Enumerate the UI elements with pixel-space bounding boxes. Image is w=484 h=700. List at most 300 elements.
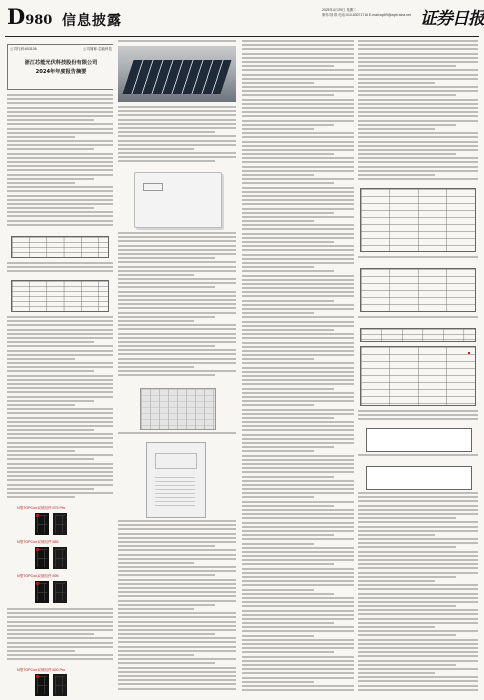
text-line bbox=[7, 658, 113, 660]
text-line bbox=[118, 625, 236, 627]
text-line bbox=[242, 409, 354, 411]
text-line bbox=[118, 612, 236, 614]
text-line bbox=[358, 517, 456, 519]
shareholder-table bbox=[360, 346, 476, 406]
text-line bbox=[358, 521, 478, 523]
text-line bbox=[242, 371, 354, 373]
inverter-photo bbox=[134, 172, 222, 228]
text-line bbox=[7, 203, 113, 205]
body-text bbox=[358, 256, 478, 264]
body-text bbox=[118, 232, 236, 382]
text-line bbox=[242, 630, 354, 632]
text-line bbox=[358, 44, 478, 46]
text-line bbox=[118, 337, 236, 339]
energy-storage-rack-photo bbox=[140, 388, 216, 430]
text-line bbox=[242, 375, 354, 377]
text-line bbox=[242, 417, 334, 419]
text-line bbox=[242, 233, 354, 235]
text-line bbox=[242, 258, 354, 260]
text-line bbox=[7, 337, 113, 339]
text-line bbox=[118, 257, 215, 259]
text-line bbox=[358, 174, 435, 176]
body-text bbox=[7, 94, 113, 230]
text-line bbox=[358, 90, 478, 92]
company-code: 公司代码:603105 bbox=[10, 47, 37, 51]
text-line bbox=[242, 224, 354, 226]
text-line bbox=[7, 107, 113, 109]
text-line bbox=[118, 545, 215, 547]
text-line bbox=[7, 207, 94, 209]
text-line bbox=[7, 396, 113, 398]
solar-panel-image bbox=[53, 513, 67, 535]
text-line bbox=[242, 94, 334, 96]
text-line bbox=[358, 526, 478, 528]
text-line bbox=[118, 591, 236, 593]
text-line bbox=[118, 654, 194, 656]
text-line bbox=[118, 119, 236, 121]
text-line bbox=[358, 580, 435, 582]
text-line bbox=[242, 161, 354, 163]
text-line bbox=[242, 128, 314, 130]
text-line bbox=[7, 391, 113, 393]
text-line bbox=[358, 454, 478, 456]
company-name: 浙江芯能光伏科技股份有限公司 bbox=[24, 60, 98, 66]
text-line bbox=[118, 432, 236, 434]
body-text bbox=[242, 40, 354, 696]
text-line bbox=[242, 593, 334, 595]
text-line bbox=[242, 639, 354, 641]
text-line bbox=[242, 467, 354, 469]
text-line bbox=[242, 626, 354, 628]
text-line bbox=[7, 350, 113, 352]
text-line bbox=[242, 438, 354, 440]
text-line bbox=[7, 471, 113, 473]
text-line bbox=[118, 299, 236, 301]
text-line bbox=[118, 616, 236, 618]
text-line bbox=[242, 346, 354, 348]
text-line bbox=[358, 509, 478, 511]
text-line bbox=[7, 329, 113, 331]
masthead bbox=[0, 0, 484, 36]
text-line bbox=[242, 635, 314, 637]
issue-date: 2025年4月29日 星期二 bbox=[322, 8, 357, 12]
text-line bbox=[242, 685, 354, 687]
text-line bbox=[7, 165, 113, 167]
text-line bbox=[242, 547, 354, 549]
text-line bbox=[118, 558, 236, 560]
text-line bbox=[7, 442, 113, 444]
financial-table bbox=[360, 188, 476, 252]
text-line bbox=[242, 182, 334, 184]
text-line bbox=[358, 157, 478, 159]
text-line bbox=[358, 496, 478, 498]
text-line bbox=[242, 212, 334, 214]
text-line bbox=[242, 266, 314, 268]
text-line bbox=[242, 543, 314, 545]
text-line bbox=[118, 579, 236, 581]
text-line bbox=[242, 166, 354, 168]
text-line bbox=[242, 618, 354, 620]
text-line bbox=[242, 304, 354, 306]
text-line bbox=[118, 156, 236, 158]
text-line bbox=[118, 152, 236, 154]
text-line bbox=[242, 136, 354, 138]
text-line bbox=[242, 505, 334, 507]
text-line bbox=[7, 621, 113, 623]
text-line bbox=[242, 124, 334, 126]
text-line bbox=[358, 546, 456, 548]
text-line bbox=[7, 608, 113, 610]
text-line bbox=[118, 349, 236, 351]
text-line bbox=[358, 588, 478, 590]
text-line bbox=[242, 463, 354, 465]
text-line bbox=[7, 642, 113, 644]
text-line bbox=[242, 287, 354, 289]
text-line bbox=[7, 467, 113, 469]
text-line bbox=[7, 266, 113, 268]
text-line bbox=[358, 115, 478, 117]
text-line bbox=[242, 53, 354, 55]
text-line bbox=[242, 65, 334, 67]
text-line bbox=[358, 668, 478, 670]
text-line bbox=[242, 57, 354, 59]
text-line bbox=[358, 563, 478, 565]
text-line bbox=[242, 279, 354, 281]
text-line bbox=[118, 286, 215, 288]
text-line bbox=[242, 61, 354, 63]
text-line bbox=[7, 123, 113, 125]
text-line bbox=[7, 454, 113, 456]
text-line bbox=[118, 641, 236, 643]
body-text bbox=[358, 316, 478, 324]
text-line bbox=[118, 291, 236, 293]
text-line bbox=[242, 434, 354, 436]
text-line bbox=[358, 82, 435, 84]
text-line bbox=[7, 366, 113, 368]
text-line bbox=[358, 584, 478, 586]
text-line bbox=[118, 312, 236, 314]
text-line bbox=[118, 683, 236, 685]
text-line bbox=[358, 609, 478, 611]
text-line bbox=[358, 542, 478, 544]
text-line bbox=[242, 208, 354, 210]
text-line bbox=[242, 538, 354, 540]
text-line bbox=[118, 114, 236, 116]
body-text bbox=[118, 40, 236, 44]
text-line bbox=[7, 625, 113, 627]
text-line bbox=[242, 362, 354, 364]
text-line bbox=[118, 353, 236, 355]
text-line bbox=[118, 131, 215, 133]
text-line bbox=[242, 459, 354, 461]
text-line bbox=[118, 667, 236, 669]
text-line bbox=[242, 120, 354, 122]
report-title: 2024年年度报告摘要 bbox=[35, 69, 87, 75]
text-line bbox=[118, 278, 236, 280]
text-line bbox=[118, 40, 236, 42]
text-line bbox=[7, 157, 113, 159]
text-line bbox=[358, 94, 456, 96]
text-line bbox=[358, 40, 478, 42]
text-line bbox=[7, 211, 113, 213]
data-table bbox=[11, 280, 109, 312]
text-line bbox=[242, 681, 314, 683]
text-line bbox=[118, 110, 236, 112]
text-line bbox=[7, 148, 94, 150]
text-line bbox=[242, 425, 354, 427]
page-number bbox=[7, 6, 52, 31]
text-line bbox=[358, 576, 456, 578]
text-line bbox=[7, 324, 113, 326]
solar-panel-image bbox=[53, 674, 67, 696]
text-line bbox=[242, 283, 354, 285]
text-line bbox=[7, 616, 113, 618]
text-line bbox=[242, 501, 354, 503]
text-line bbox=[358, 676, 478, 678]
solar-panel-image bbox=[53, 581, 67, 603]
text-line bbox=[118, 240, 236, 242]
text-line bbox=[118, 528, 236, 530]
ownership-diagram bbox=[366, 428, 472, 452]
text-line bbox=[242, 216, 354, 218]
text-line bbox=[7, 446, 113, 448]
figure-caption: N型TOPCon双玻组件 595 bbox=[17, 574, 59, 578]
text-line bbox=[7, 633, 94, 635]
text-line bbox=[7, 646, 113, 648]
text-line bbox=[358, 559, 478, 561]
text-line bbox=[7, 412, 113, 414]
body-text bbox=[358, 40, 478, 184]
text-line bbox=[7, 437, 113, 439]
text-line bbox=[7, 220, 113, 222]
text-line bbox=[118, 307, 236, 309]
text-line bbox=[242, 651, 334, 653]
text-line bbox=[242, 141, 354, 143]
body-text bbox=[7, 262, 113, 276]
text-line bbox=[242, 555, 354, 557]
text-line bbox=[7, 111, 113, 113]
text-line bbox=[118, 328, 236, 330]
text-line bbox=[7, 417, 113, 419]
report-title-box bbox=[7, 44, 113, 90]
text-line bbox=[118, 671, 236, 673]
text-line bbox=[118, 253, 236, 255]
rooftop-solar-photo bbox=[118, 46, 236, 102]
text-line bbox=[7, 354, 113, 356]
text-line bbox=[242, 203, 354, 205]
text-line bbox=[7, 190, 113, 192]
text-line bbox=[242, 446, 334, 448]
text-line bbox=[242, 689, 354, 691]
text-line bbox=[7, 174, 113, 176]
text-line bbox=[118, 574, 215, 576]
text-line bbox=[358, 538, 478, 540]
page-number-digits: 980 bbox=[25, 13, 53, 28]
text-line bbox=[358, 153, 456, 155]
text-line bbox=[7, 492, 113, 494]
text-line bbox=[242, 534, 334, 536]
page-letter: D bbox=[7, 4, 26, 29]
text-line bbox=[242, 325, 354, 327]
text-line bbox=[7, 270, 113, 272]
solar-panel-image bbox=[35, 581, 49, 603]
text-line bbox=[118, 282, 236, 284]
text-line bbox=[242, 664, 354, 666]
text-line bbox=[7, 316, 113, 318]
text-line bbox=[118, 608, 194, 610]
text-line bbox=[242, 178, 354, 180]
text-line bbox=[118, 600, 236, 602]
text-line bbox=[242, 643, 354, 645]
text-line bbox=[118, 629, 236, 631]
text-line bbox=[118, 295, 236, 297]
text-line bbox=[242, 99, 354, 101]
text-line bbox=[358, 145, 478, 147]
text-line bbox=[358, 111, 478, 113]
text-line bbox=[358, 136, 478, 138]
text-line bbox=[358, 86, 478, 88]
text-line bbox=[242, 526, 354, 528]
text-line bbox=[242, 530, 354, 532]
text-line bbox=[242, 413, 354, 415]
text-line bbox=[242, 199, 354, 201]
text-line bbox=[242, 350, 354, 352]
text-line bbox=[7, 362, 113, 364]
text-line bbox=[118, 127, 236, 129]
text-line bbox=[358, 132, 478, 134]
body-text bbox=[358, 492, 478, 696]
text-line bbox=[242, 312, 314, 314]
text-line bbox=[118, 562, 194, 564]
text-line bbox=[358, 124, 456, 126]
text-line bbox=[7, 115, 113, 117]
body-text bbox=[118, 106, 236, 166]
text-line bbox=[358, 567, 478, 569]
header-rule bbox=[5, 36, 479, 37]
issue-contact: 制作/刘 琪 电话:010-63071716 E-mail:zqrb9@zqrb.sina.net bbox=[322, 13, 411, 17]
text-line bbox=[358, 597, 478, 599]
text-line bbox=[7, 195, 113, 197]
text-line bbox=[242, 379, 354, 381]
text-line bbox=[242, 333, 354, 335]
text-line bbox=[358, 78, 478, 80]
text-line bbox=[358, 418, 478, 420]
text-line bbox=[7, 358, 75, 360]
text-line bbox=[242, 450, 314, 452]
text-line bbox=[118, 316, 215, 318]
text-line bbox=[358, 99, 478, 101]
text-line bbox=[358, 639, 478, 641]
figure-caption: N型TOPCon双玻组件 620 Pro bbox=[17, 668, 66, 672]
text-line bbox=[358, 120, 478, 122]
text-line bbox=[358, 166, 478, 168]
text-line bbox=[242, 589, 314, 591]
text-line bbox=[118, 333, 236, 335]
text-line bbox=[118, 537, 236, 539]
text-line bbox=[358, 513, 478, 515]
issue-meta bbox=[322, 8, 414, 18]
text-line bbox=[118, 160, 215, 162]
text-line bbox=[242, 78, 354, 80]
text-line bbox=[118, 520, 236, 522]
text-line bbox=[358, 170, 478, 172]
text-line bbox=[358, 65, 456, 67]
text-line bbox=[242, 191, 354, 193]
text-line bbox=[118, 236, 236, 238]
text-line bbox=[7, 132, 113, 134]
ownership-diagram bbox=[366, 466, 472, 490]
text-line bbox=[358, 505, 478, 507]
text-line bbox=[242, 572, 354, 574]
text-line bbox=[242, 668, 354, 670]
text-line bbox=[242, 429, 354, 431]
text-line bbox=[242, 421, 354, 423]
column-4 bbox=[358, 40, 478, 696]
text-line bbox=[358, 593, 478, 595]
text-line bbox=[242, 383, 354, 385]
text-line bbox=[7, 425, 113, 427]
text-line bbox=[7, 215, 113, 217]
text-line bbox=[118, 524, 236, 526]
text-line bbox=[7, 345, 113, 347]
text-line bbox=[118, 374, 215, 376]
text-line bbox=[118, 533, 236, 535]
text-line bbox=[7, 429, 94, 431]
text-line bbox=[7, 169, 113, 171]
text-line bbox=[7, 224, 113, 226]
text-line bbox=[242, 513, 354, 515]
column-3 bbox=[242, 40, 354, 696]
text-line bbox=[118, 358, 236, 360]
text-line bbox=[242, 492, 354, 494]
body-text bbox=[7, 316, 113, 502]
text-line bbox=[242, 69, 354, 71]
text-line bbox=[7, 450, 75, 452]
text-line bbox=[358, 74, 478, 76]
text-line bbox=[242, 580, 354, 582]
text-line bbox=[118, 320, 194, 322]
text-line bbox=[242, 337, 354, 339]
text-line bbox=[7, 102, 113, 104]
text-line bbox=[118, 604, 215, 606]
text-line bbox=[358, 601, 478, 603]
text-line bbox=[242, 295, 354, 297]
text-line bbox=[242, 103, 354, 105]
text-line bbox=[118, 144, 236, 146]
text-line bbox=[358, 651, 478, 653]
text-line bbox=[242, 584, 354, 586]
text-line bbox=[358, 643, 478, 645]
text-line bbox=[118, 595, 236, 597]
text-line bbox=[242, 656, 354, 658]
text-line bbox=[242, 455, 354, 457]
text-line bbox=[7, 178, 94, 180]
text-line bbox=[358, 316, 478, 318]
text-line bbox=[7, 463, 113, 465]
text-line bbox=[358, 551, 478, 553]
text-line bbox=[118, 148, 194, 150]
text-line bbox=[242, 329, 334, 331]
text-line bbox=[118, 650, 236, 652]
text-line bbox=[7, 199, 113, 201]
text-line bbox=[242, 241, 334, 243]
text-line bbox=[7, 140, 113, 142]
text-line bbox=[7, 479, 113, 481]
text-line bbox=[7, 144, 113, 146]
text-line bbox=[118, 662, 215, 664]
text-line bbox=[7, 94, 113, 96]
text-line bbox=[7, 379, 113, 381]
